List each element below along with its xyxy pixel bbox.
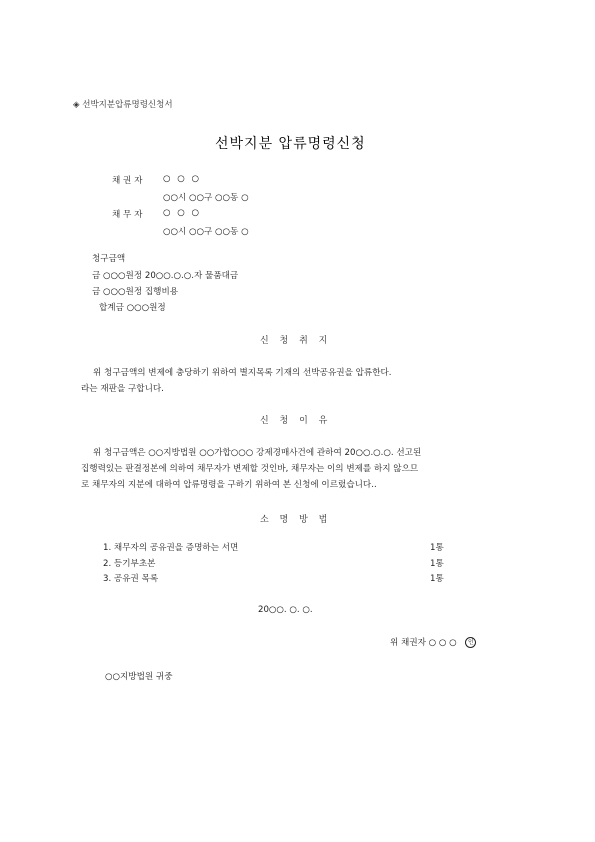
debtor-address: ○○시 ○○구 ○○동 ○ (163, 227, 249, 237)
evidence-item-3: 3. 공유권 목록 (103, 574, 159, 584)
debtor-label: 채 무 자 (112, 210, 143, 220)
reason-line-1: 위 청구금액은 ○○지방법원 ○○가합○○○ 강제경매사건에 관하여 20○○.○.○. 선고된 (93, 448, 422, 458)
signature-text: 위 채권자 ○ ○ ○ (390, 638, 457, 648)
evidence-item-2: 2. 등기부초본 (103, 559, 156, 569)
evidence-item-1-count: 1통 (430, 543, 444, 553)
court-addressee: ○○지방법원 귀중 (105, 672, 173, 682)
filing-date: 20○○. ○. ○. (258, 605, 313, 615)
debtor-name: ○ ○ ○ (163, 208, 201, 218)
creditor-name: ○ ○ ○ (163, 174, 201, 184)
purpose-heading: 신 청 취 지 (260, 336, 332, 346)
evidence-heading: 소 명 방 법 (260, 515, 332, 525)
signature-line (390, 636, 476, 648)
page-title: 선박지분 압류명령신청 (215, 136, 366, 152)
reason-line-3: 로 채무자의 지분에 대하여 압류명령을 구하기 위하여 본 신청에 이르렀습니다.. (81, 480, 377, 490)
claim-line-2: 금 ○○○원정 집행비용 (92, 287, 179, 297)
claim-heading: 청구금액 (92, 254, 126, 264)
evidence-item-3-count: 1통 (430, 574, 444, 584)
claim-line-1: 금 ○○○원정 20○○.○.○.자 물품대금 (92, 271, 239, 281)
reason-line-2: 집행력있는 판결정본에 의하여 채무자가 변제할 것인바, 채무자는 이의 변제를 하지 않으므 (81, 464, 419, 474)
evidence-item-1: 1. 채무자의 공유권을 증명하는 서면 (103, 543, 239, 553)
seal-icon: 인 (465, 637, 476, 648)
purpose-line-2: 라는 재판을 구합니다. (81, 384, 164, 394)
claim-total: 합계금 ○○○원정 (99, 303, 166, 313)
reason-heading: 신 청 이 유 (260, 416, 332, 426)
creditor-address: ○○시 ○○구 ○○동 ○ (163, 193, 249, 203)
evidence-item-2-count: 1통 (430, 559, 444, 569)
creditor-label: 채 권 자 (112, 176, 143, 186)
document-label: ◈ 선박지분압류명령신청서 (73, 100, 173, 110)
purpose-line-1: 위 청구금액의 변제에 충당하기 위하여 별지목록 기재의 선박공유권을 압류한다. (93, 368, 392, 378)
